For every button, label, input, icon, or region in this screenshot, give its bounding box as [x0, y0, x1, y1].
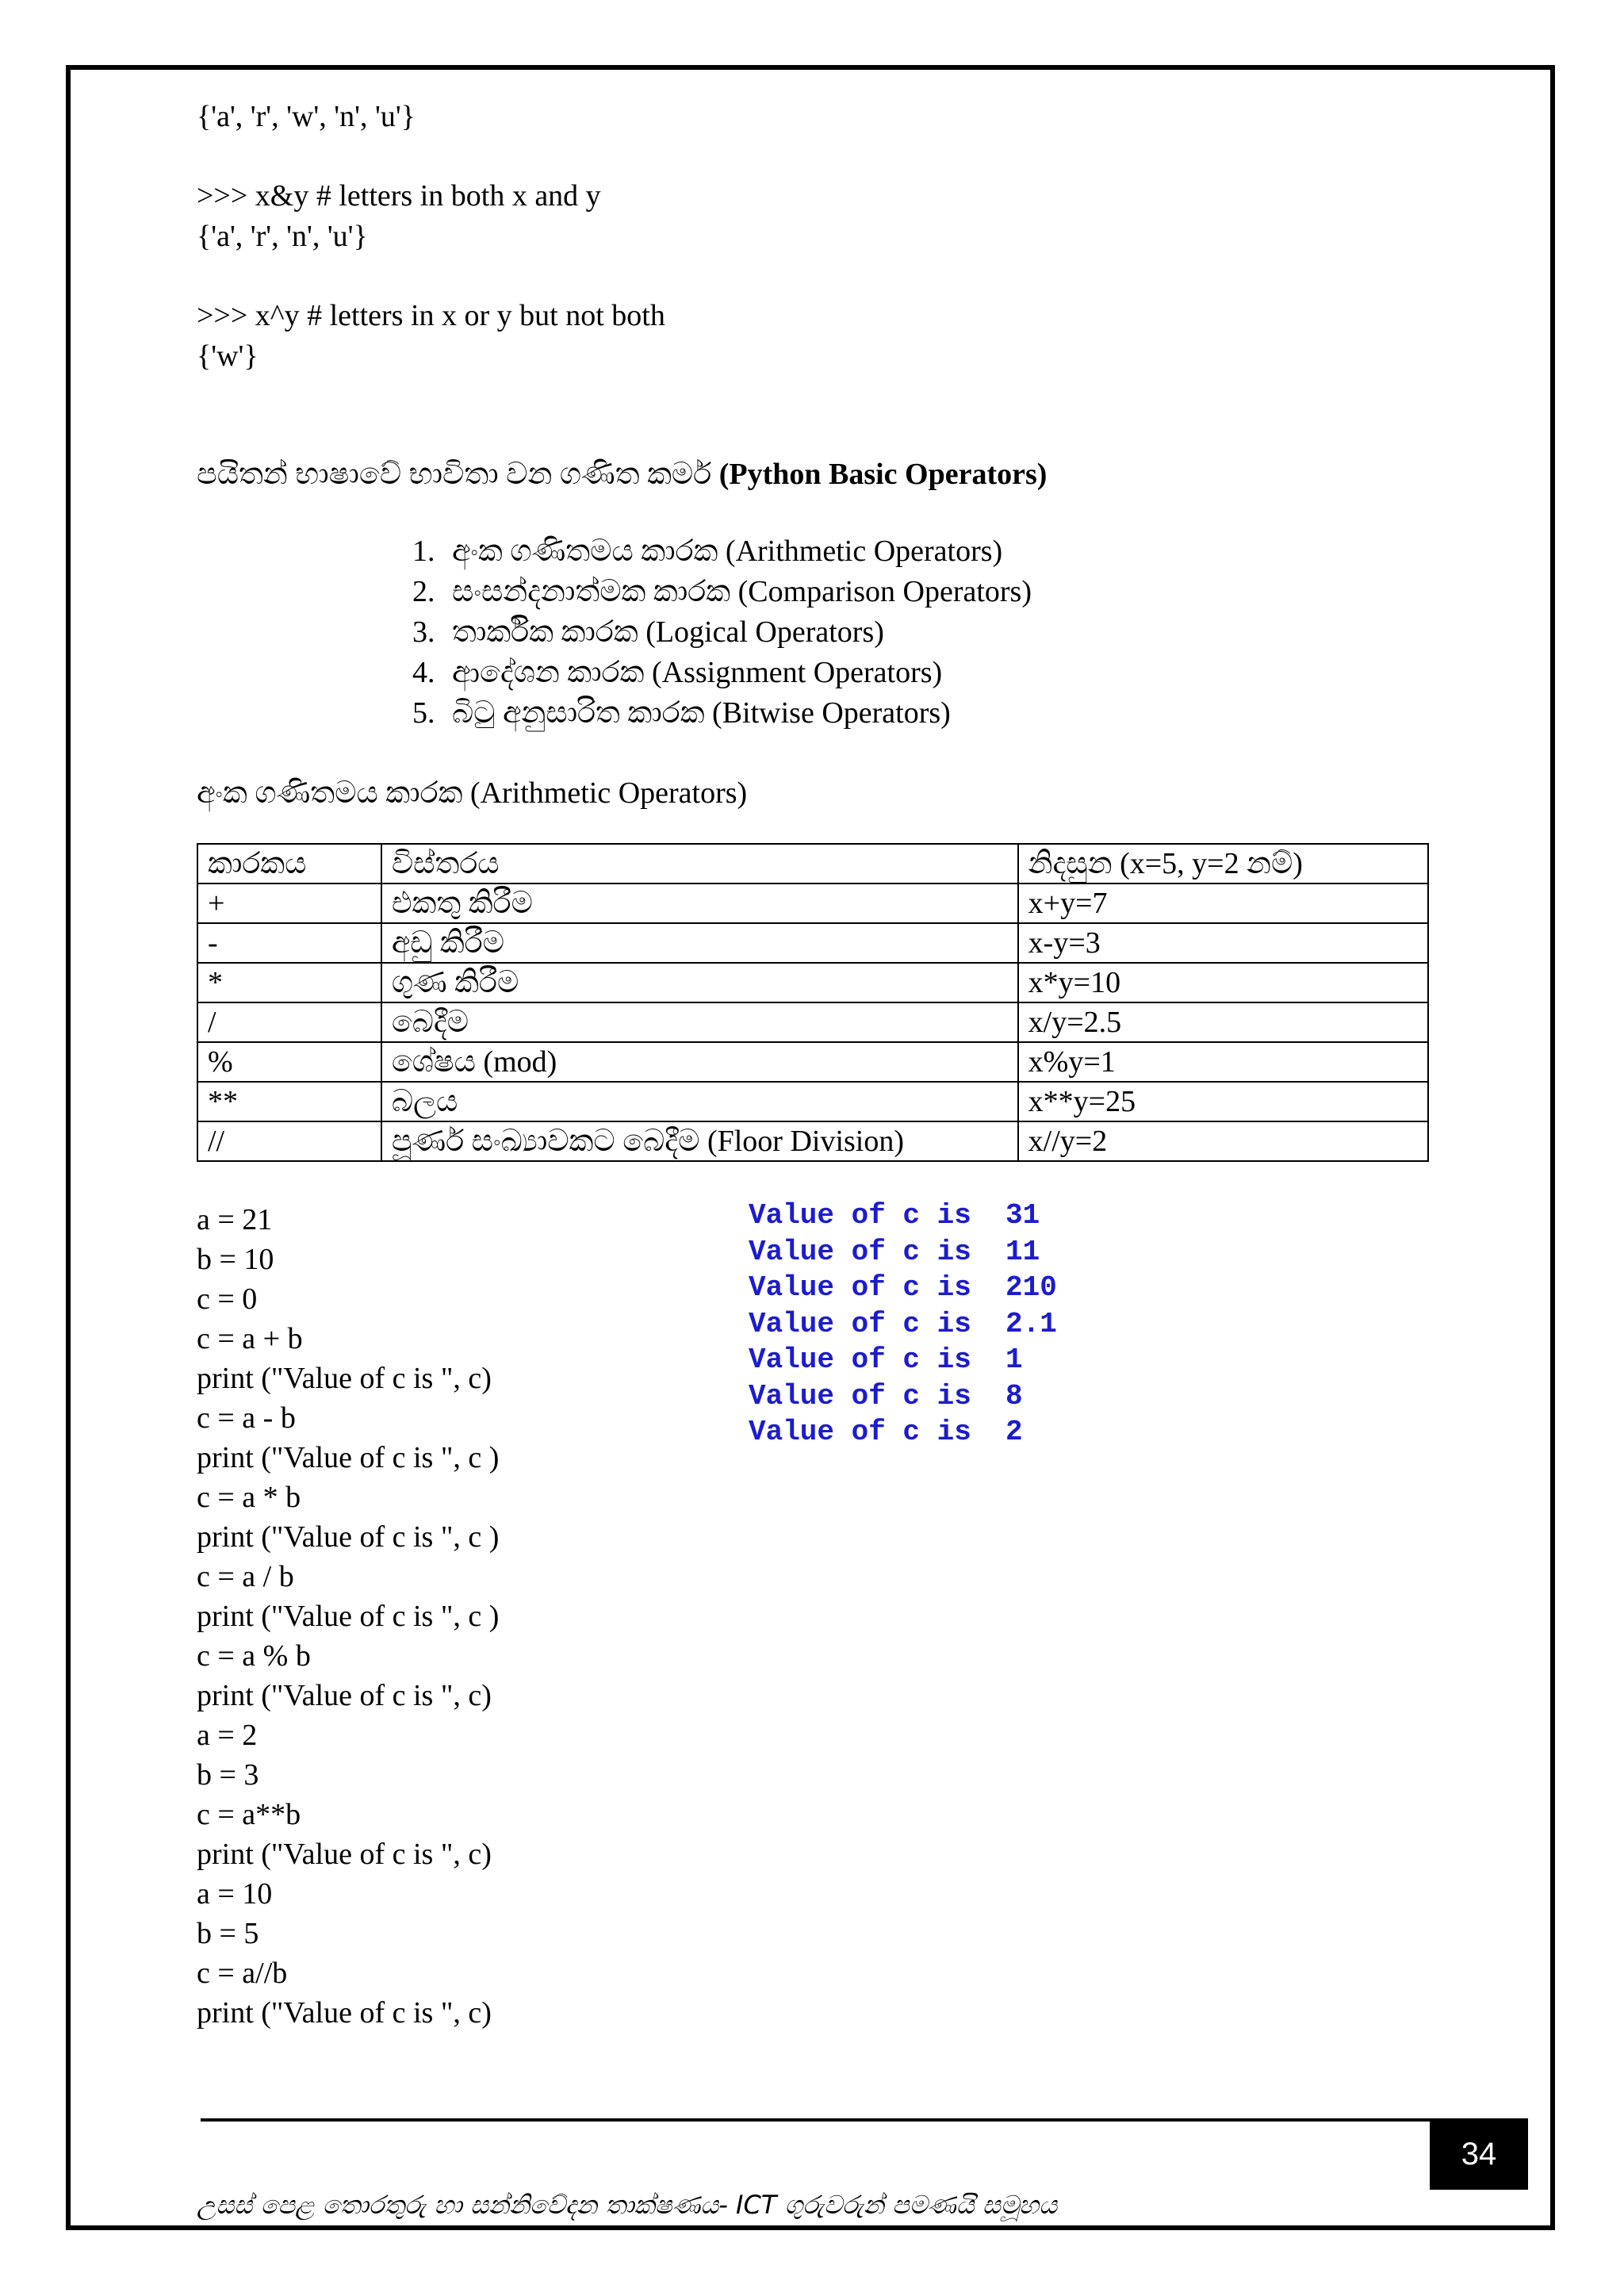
section-heading-english: (Python Basic Operators): [718, 458, 1048, 491]
list-number: 1.: [412, 535, 435, 568]
table-row: [197, 1002, 1428, 1042]
code-line: print ("Value of c is ", c): [197, 1996, 492, 2030]
table-cell: x*y=10: [1018, 963, 1428, 1002]
table-row: [197, 1082, 1428, 1121]
code-line: print ("Value of c is ", c): [197, 1679, 492, 1712]
list-label: ආදේශන කාරක (Assignment Operators): [452, 656, 943, 689]
list-item: [412, 572, 1032, 612]
table-row: [197, 884, 1428, 923]
table-cell: ගුණ කිරීම: [381, 963, 1018, 1002]
table-cell: අඩු කිරීම: [381, 923, 1018, 963]
table-cell: **: [197, 1082, 381, 1121]
code-line: c = a//b: [197, 1957, 288, 1990]
set-output-line: {'a', 'r', 'w', 'n', 'u'}: [197, 100, 416, 133]
footer-text: උසස් පෙළ තොරතුරු හා සන්නිවේදන තාක්ෂණය- ICT ගුරුවරුන් පමණයි සමූහය: [197, 2190, 1058, 2220]
code-block: [197, 1200, 499, 2033]
table-header-cell: විස්තරය: [381, 844, 1018, 884]
section-heading-sinhala: පයිතන් භාෂාවේ භාවිතා වන ගණිත කර්ම: [197, 458, 712, 491]
code-line: b = 5: [197, 1917, 259, 1950]
code-line: c = a - b: [197, 1401, 296, 1435]
list-item: [412, 612, 1032, 653]
code-line: a = 2: [197, 1719, 258, 1752]
code-line: print ("Value of c is ", c ): [197, 1520, 500, 1554]
code-line: print ("Value of c is ", c ): [197, 1600, 500, 1633]
table-cell: *: [197, 963, 381, 1002]
output-line: Value of c is 210: [749, 1271, 1057, 1304]
list-number: 3.: [412, 615, 435, 649]
output-line: Value of c is 2: [749, 1416, 1023, 1448]
table-header-row: [197, 844, 1428, 884]
code-line: c = a * b: [197, 1481, 301, 1514]
arithmetic-heading: අංක ගණිතමය කාරක (Arithmetic Operators): [197, 776, 748, 810]
table-cell: x+y=7: [1018, 884, 1428, 923]
table-row: [197, 1042, 1428, 1082]
table-cell: එකතු කිරීම: [381, 884, 1018, 923]
list-label: බිටු අනුසාරිත කාරක (Bitwise Operators): [452, 696, 951, 730]
output-line: Value of c is 8: [749, 1379, 1023, 1412]
output-line: Value of c is 11: [749, 1235, 1040, 1268]
list-number: 5.: [412, 696, 435, 730]
table-cell: x%y=1: [1018, 1042, 1428, 1082]
set-output-line: {'w'}: [197, 339, 259, 373]
table-cell: ශේෂය (mod): [381, 1042, 1018, 1082]
table-row: [197, 923, 1428, 963]
code-line: b = 10: [197, 1243, 274, 1276]
section-heading: [197, 457, 1047, 492]
operators-table: [197, 843, 1429, 1162]
code-line: c = a + b: [197, 1322, 303, 1355]
table-row: [197, 1121, 1428, 1161]
code-line: c = a**b: [197, 1798, 301, 1831]
code-line: c = a / b: [197, 1560, 294, 1593]
code-line: c = a % b: [197, 1639, 311, 1673]
list-number: 4.: [412, 656, 435, 689]
table-row: [197, 963, 1428, 1002]
list-item: [412, 693, 1032, 734]
list-item: [412, 531, 1032, 572]
list-number: 2.: [412, 575, 435, 608]
code-line: print ("Value of c is ", c ): [197, 1441, 500, 1474]
table-cell: x-y=3: [1018, 923, 1428, 963]
table-cell: /: [197, 1002, 381, 1042]
set-output-line: {'a', 'r', 'n', 'u'}: [197, 220, 368, 253]
list-label: අංක ගණිතමය කාරක (Arithmetic Operators): [452, 535, 1003, 568]
list-item: [412, 653, 1032, 693]
page-number: 34: [1430, 2118, 1528, 2190]
code-line: print ("Value of c is ", c): [197, 1838, 492, 1871]
output-line: Value of c is 31: [749, 1199, 1040, 1232]
table-cell: x/y=2.5: [1018, 1002, 1428, 1042]
table-cell: x**y=25: [1018, 1082, 1428, 1121]
code-line: c = 0: [197, 1282, 258, 1316]
operator-list: [412, 531, 1032, 734]
list-label: සංසන්දනාත්මක කාරක (Comparison Operators): [452, 575, 1032, 608]
table-cell: +: [197, 884, 381, 923]
table-cell: පූර්ණ සංඛ්‍යාවකට බෙදීම (Floor Division): [381, 1121, 1018, 1161]
table-cell: බලය: [381, 1082, 1018, 1121]
code-line: b = 3: [197, 1758, 259, 1792]
table-cell: -: [197, 923, 381, 963]
table-header-cell: නිදසුන (x=5, y=2 නම්): [1018, 844, 1428, 884]
table-cell: %: [197, 1042, 381, 1082]
set-command-line: >>> x&y # letters in both x and y: [197, 179, 601, 213]
table-header-cell: කාරකය: [197, 844, 381, 884]
table-cell: බෙදීම: [381, 1002, 1018, 1042]
code-line: print ("Value of c is ", c): [197, 1362, 492, 1395]
list-label: තාර්කික කාරක (Logical Operators): [452, 615, 884, 649]
output-line: Value of c is 1: [749, 1343, 1023, 1376]
code-line: a = 21: [197, 1203, 273, 1236]
code-line: a = 10: [197, 1877, 273, 1911]
footer-divider: [201, 2118, 1431, 2122]
program-output: [749, 1198, 1057, 1451]
set-command-line: >>> x^y # letters in x or y but not both: [197, 299, 665, 332]
table-cell: x//y=2: [1018, 1121, 1428, 1161]
output-line: Value of c is 2.1: [749, 1307, 1057, 1340]
table-cell: //: [197, 1121, 381, 1161]
